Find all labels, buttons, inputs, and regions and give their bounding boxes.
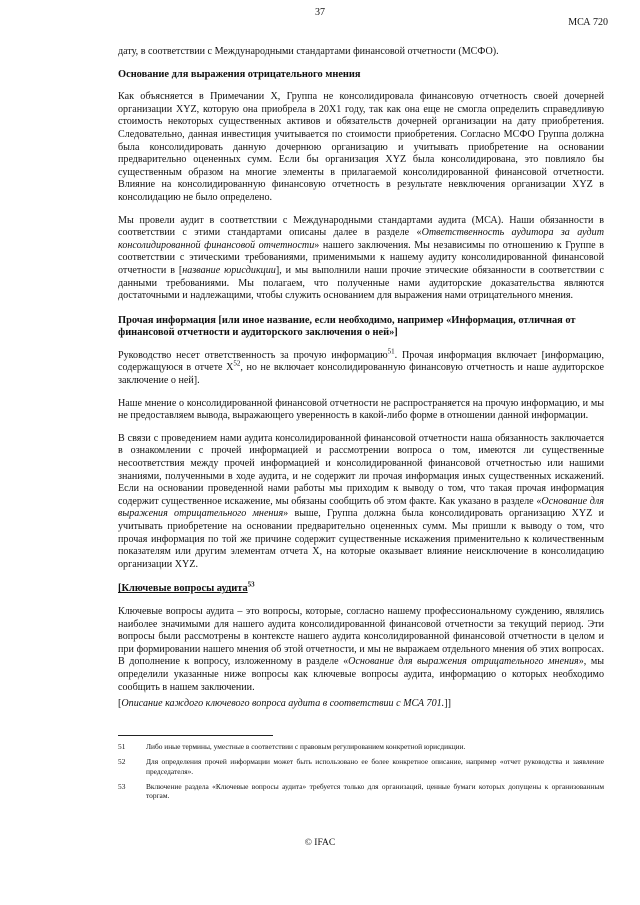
basis-paragraph-2: Мы провели аудит в соответствии с Международными стандартами аудита (МСА). Наши обязанности в соответствии с этими стандартами описаны далее в разделе «Ответственность аудитора за аудит консолидированной финансовой отчетности» нашего заключения. Мы независимы по отношению к Группе в соответствии с этическими требованиями, применимыми к нашему аудиту консолидированной финансовой отчетности в [название юрисдикции], и мы выполнили наши прочие этические обязанности в соответствии с данными требованиями. Мы полагаем, что полученные нами аудиторские доказательства являются достаточными и надлежащими, чтобы служить основанием для выражения нами отрицательного мнения. — [118, 214, 604, 302]
basis-section-ref-2: Основание для выражения отрицательного мнения — [348, 656, 579, 668]
footnote-divider — [118, 735, 273, 736]
auditor-responsibility-ref: Ответственность аудитора за аудит консолидированной финансовой отчетности — [118, 227, 604, 251]
footnote-text: Либо иные термины, уместные в соответствии с правовым регулированием конкретной юрисдикции. — [146, 741, 466, 751]
footnote — [118, 782, 604, 801]
other-info-heading: Прочая информация [или иное название, если необходимо, например «Информация, отличная от финансовой отчетности и аудиторского заключения о ней»] — [118, 314, 576, 339]
basis-paragraph-1: Как объясняется в Примечании X, Группа не консолидировала финансовую отчетность своей дочерней организации XYZ, которую она приобрела в 20X1 году, так как она еще не смогла определить справедливую стоимость некоторых существенных активов и обязательств дочерней организации на дату приобретения. Следовательно, данная инвестиция учитывается по стоимости приобретения. Согласно МСФО Группа должна была консолидировать данную дочернюю организацию и учитывать приобретение на основании предварительно оцененных сумм. Если бы организация XYZ была консолидирована, это повлияло бы существенным образом на многие элементы в прилагаемой консолидированной финансовой отчетности. Влияние на консолидированную финансовую отчетность в результате невключения организации XYZ в консолидацию не было определено. — [118, 91, 604, 203]
other-info-paragraph-1: Руководство несет ответственность за прочую информацию$^{51}$. Прочая информация включает [информацию, содержащуюся в отчете $X^{52}$, но не включает консолидированную финансовую отчетность и наше аудиторское заключение о ней]. — [118, 347, 604, 387]
key-audit-matters-paragraph: Ключевые вопросы аудита – это вопросы, которые, согласно нашему профессиональному суждению, являлись наиболее значимыми для нашего аудита консолидированной финансовой отчетности за текущий период. Эти вопросы были рассмотрены в контексте нашего аудита консолидированной финансовой отчетности в целом и при формировании нашего мнения об этой отчетности, и мы не выражаем отдельного мнения об этих вопросах. В дополнение к вопросу, изложенному в разделе «Основание для выражения отрицательного мнения», мы определили указанные ниже вопросы как ключевые вопросы аудита, информацию о которых необходимо сообщить в нашем заключении. — [118, 605, 604, 693]
footnote-text: Для определения прочей информации может быть использовано ее более конкретное описание, например «отчет руководства и заявление председателя». — [146, 757, 604, 776]
kam-description-placeholder: [Описание каждого ключевого вопроса аудита в соответствии с МСА 701.]] — [118, 698, 451, 710]
footnote-number: 53 — [118, 781, 126, 791]
footnote-ref-52: 52 — [233, 360, 241, 369]
key-audit-matters-heading: [Ключевые вопросы аудита$^{53}$ — [118, 580, 255, 595]
other-info-paragraph-3: В связи с проведением нами аудита консолидированной финансовой отчетности наша обязанность заключается в ознакомлении с прочей информацией и рассмотрении вопроса о том, имеются ли существенные несоответствия между прочей информацией и консолидированной финансовой отчетностью или нашими знаниями, полученными в ходе аудита, и не содержит ли прочая информация иных существенных искажений. Если на основании проведенной нами работы мы приходим к выводу о том, что такая прочая информация содержит существенное искажение, мы обязаны сообщить об этом факте. Как указано в разделе «Основание для выражения отрицательного мнения» выше, Группа должна была консолидировать организацию XYZ и учитывать приобретение на основании предварительно оцененных сумм. Мы пришли к выводу о том, что прочая информация по той же причине содержит существенные искажения применительно к количественным показателям или другим элементам отчета X, на которые оказывает влияние неисключение в консолидацию организации XYZ. — [118, 432, 604, 570]
jurisdiction-name: название юрисдикции — [182, 264, 276, 276]
footnote-number: 51 — [118, 741, 126, 751]
footnote-text: Включение раздела «Ключевые вопросы аудита» требуется только для организаций, ценные бумаги которых допущены к организованным торгам. — [146, 781, 604, 801]
footnote-ref-51: 51 — [387, 347, 395, 356]
page-footer: © IFAC — [304, 838, 336, 848]
intro-paragraph: дату, в соответствии с Международными стандартами финансовой отчетности (МСФО). — [118, 46, 499, 57]
footnote-ref-53: 53 — [247, 580, 255, 589]
footnote-number: 52 — [118, 757, 126, 767]
basis-section-ref: Основание для выражения отрицательного мнения — [118, 495, 604, 520]
page-number: 37 — [315, 7, 325, 18]
standard-code: МСА 720 — [568, 17, 608, 28]
footnote — [118, 742, 604, 751]
other-info-paragraph-2: Наше мнение о консолидированной финансовой отчетности не распространяется на прочую информацию, и мы не предоставляем вывода, выражающего уверенность в какой-либо форме в отношении данной информации. — [118, 397, 604, 422]
basis-heading: Основание для выражения отрицательного мнения — [118, 68, 361, 80]
document-body — [118, 46, 604, 801]
footnote — [118, 757, 604, 776]
